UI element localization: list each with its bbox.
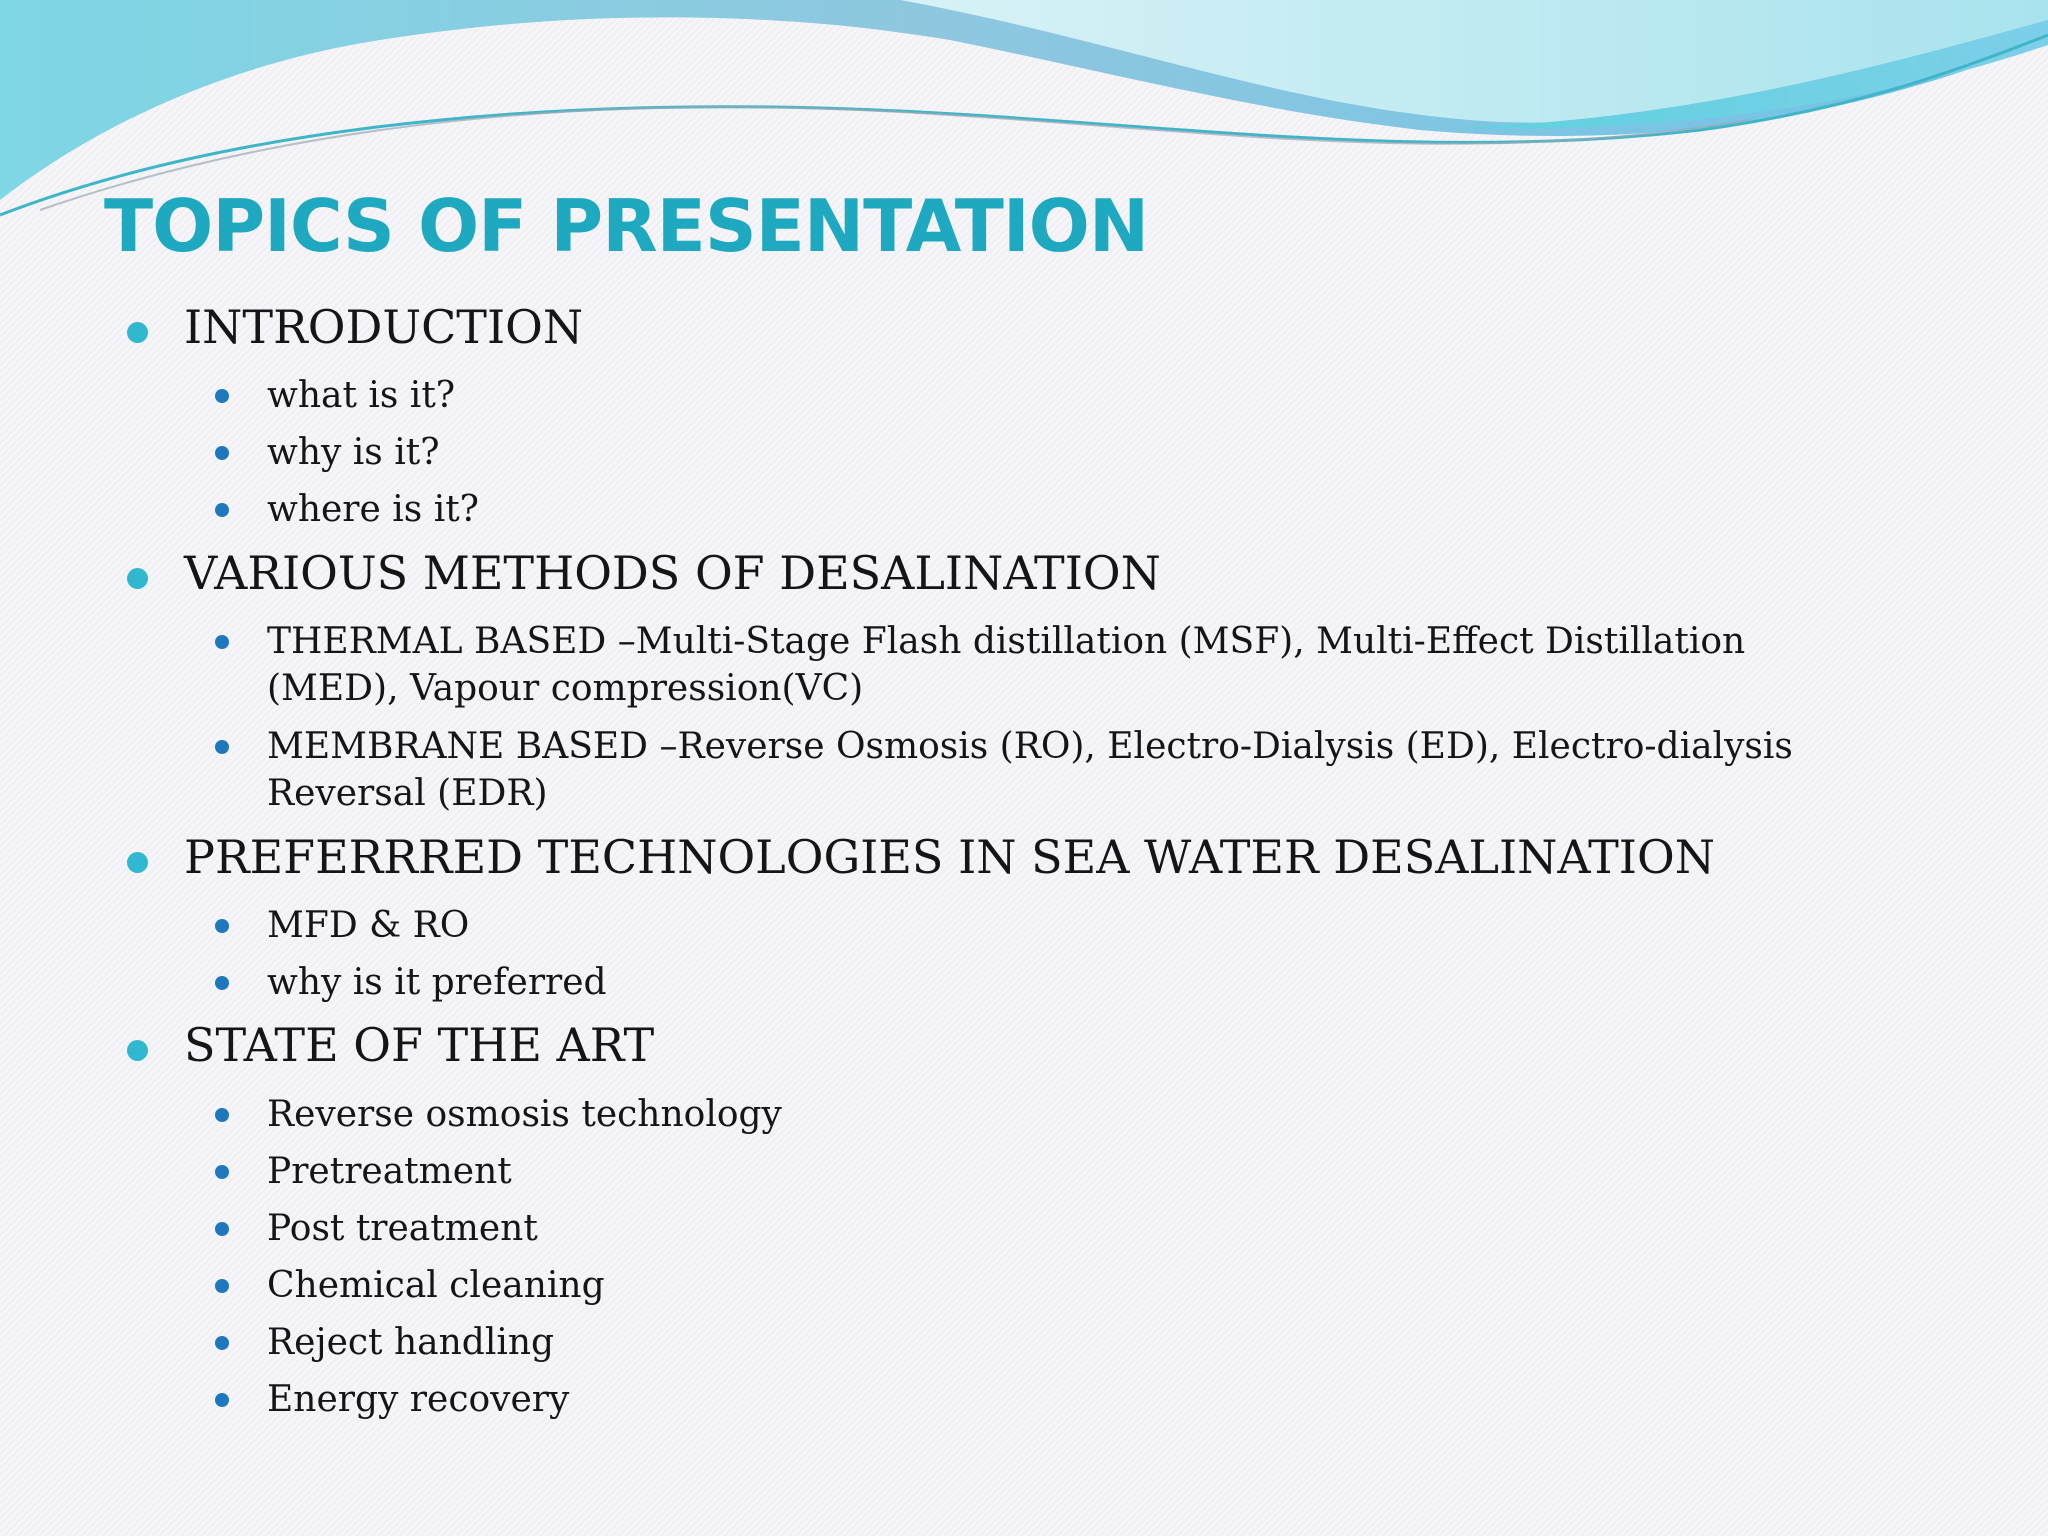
list-item: Reject handling xyxy=(267,1322,555,1363)
sub-bullet-icon xyxy=(215,503,229,517)
bullet-icon xyxy=(127,1040,148,1061)
list-item: THERMAL BASED –Multi-Stage Flash distillation (MSF), Multi-Effect Distillation (MED), Vapour compression(VC) xyxy=(267,621,1746,709)
sub-bullet-icon xyxy=(215,1108,229,1122)
sub-bullet-icon xyxy=(215,446,229,460)
sub-bullet-icon xyxy=(215,1336,229,1350)
list-item: where is it? xyxy=(267,489,479,530)
sub-bullet-icon xyxy=(215,1393,229,1407)
list-item: MEMBRANE BASED –Reverse Osmosis (RO), Electro-Dialysis (ED), Electro-dialysis Reversal (EDR) xyxy=(267,726,1793,814)
sub-bullet-icon xyxy=(215,389,229,403)
list-item: Post treatment xyxy=(267,1208,538,1249)
list-item: Reverse osmosis technology xyxy=(267,1094,782,1135)
list-item: why is it preferred xyxy=(267,962,607,1003)
list-item: MFD & RO xyxy=(267,905,470,946)
sub-bullet-icon xyxy=(215,976,229,990)
sub-bullet-icon xyxy=(215,740,229,754)
sub-bullet-icon xyxy=(215,635,229,649)
section-heading: STATE OF THE ART xyxy=(184,1018,655,1072)
bullet-icon xyxy=(127,568,148,589)
list-item: why is it? xyxy=(267,432,440,473)
list-item: Energy recovery xyxy=(267,1379,570,1420)
section-heading: PREFERRRED TECHNOLOGIES IN SEA WATER DESALINATION xyxy=(184,830,1715,884)
sub-bullet-icon xyxy=(215,1222,229,1236)
section-heading: INTRODUCTION xyxy=(184,300,584,354)
sub-bullet-icon xyxy=(215,1279,229,1293)
slide-title: TOPICS OF PRESENTATION xyxy=(104,184,1149,268)
list-item: Chemical cleaning xyxy=(267,1265,605,1306)
list-item: Pretreatment xyxy=(267,1151,512,1192)
section-heading: VARIOUS METHODS OF DESALINATION xyxy=(184,546,1161,600)
bullet-icon xyxy=(127,322,148,343)
list-item: what is it? xyxy=(267,375,456,416)
bullet-icon xyxy=(127,852,148,873)
sub-bullet-icon xyxy=(215,1165,229,1179)
sub-bullet-icon xyxy=(215,919,229,933)
